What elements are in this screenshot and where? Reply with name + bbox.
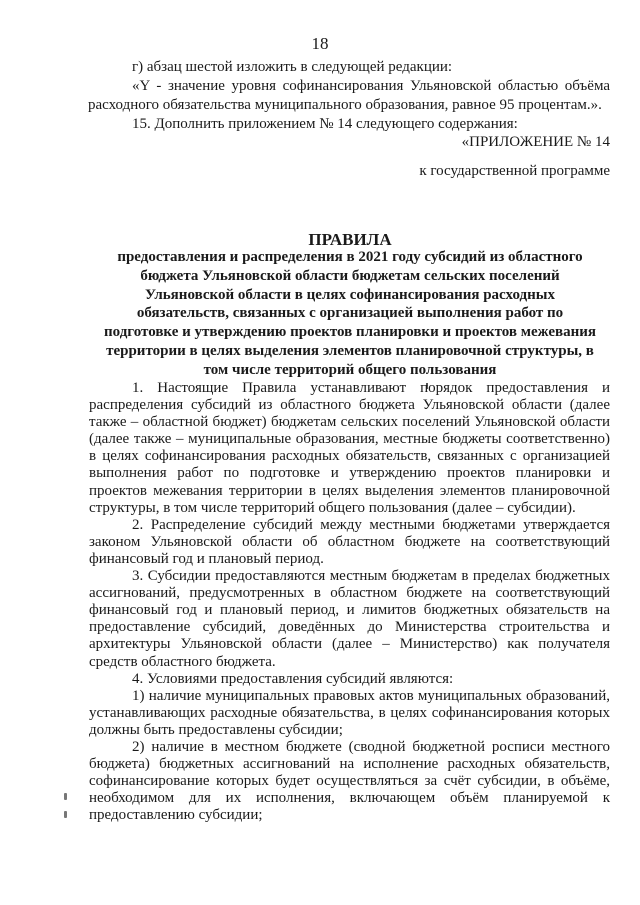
amendment-item-15: 15. Дополнить приложением № 14 следующего содержания: [132,116,518,132]
margin-mark [64,811,67,818]
paragraph-4-1: 1) наличие муниципальных правовых актов муниципальных образований, устанавливающих расходные обязательства, в целях софинансирования которых должны быть предоставлены субсидии; [89,687,610,738]
appendix-label: «ПРИЛОЖЕНИЕ № 14 [461,134,610,150]
page-number: 18 [311,34,329,53]
rules-subtitle: предоставления и распределения в 2021 году субсидий из областного бюджета Ульяновской области бюджетам сельских поселений Ульяновской области в целях софинансирования расходных обязательств, связанных с организацией выполнения работ по подготовке и утверждению проектов планировки и проектов межевания территории в целях выделения элементов планировочной структуры, в том числе территорий общего пользования [103,249,596,378]
amendment-text [88,58,610,134]
paragraph-4: 4. Условиями предоставления субсидий являются: [132,670,454,687]
amendment-line-g: г) абзац шестой изложить в следующей редакции: [132,59,453,75]
amendment-quote: «Y - значение уровня софинансирования Ульяновской областью объёма расходного обязательства муниципального образования, равное 95 процентам.». [88,78,610,113]
appendix-subtitle: к государственной программе [419,163,610,179]
rules-title: ПРАВИЛА [308,230,392,249]
paragraph-1: 1. Настоящие Правила устанавливают порядок предоставления и распределения субсидий из областного бюджета Ульяновской области (далее также – областной бюджет) бюджетам сельских поселений Ульяновской области (далее также – муниципальные образования, местные бюджеты соответственно) в целях софинансирования расходных обязательств, связанных с организацией выполнения работ по подготовке и утверждению проектов планировки и проектов межевания территории в целях выделения элементов планировочной структуры, в том числе территорий общего пользования (далее – субсидии). [89,380,610,516]
paragraph-4-2: 2) наличие в местном бюджете (сводной бюджетной росписи местного бюджета) бюджетных ассигнований на исполнение расходных обязательств, софинансирование которых будет осуществляться за счёт субсидии, в объёме, необходимом для их исполнения, включающем объём планируемой к предоставлению субсидии; [89,738,610,824]
paragraph-2: 2. Распределение субсидий между местными бюджетами утверждается законом Ульяновской области об областном бюджете на соответствующий финансовый год и плановый период. [89,516,610,567]
rules-body [89,380,610,824]
paragraph-3: 3. Субсидии предоставляются местным бюджетам в пределах бюджетных ассигнований, предусмотренных в областном бюджете на соответствующий финансовый год и плановый период, и лимитов бюджетных обязательств на предоставление субсидий, доведённых до Министерства строительства и архитектуры Ульяновской области (далее – Министерство) как получателя средств областного бюджета. [89,568,610,670]
margin-mark [64,793,67,800]
